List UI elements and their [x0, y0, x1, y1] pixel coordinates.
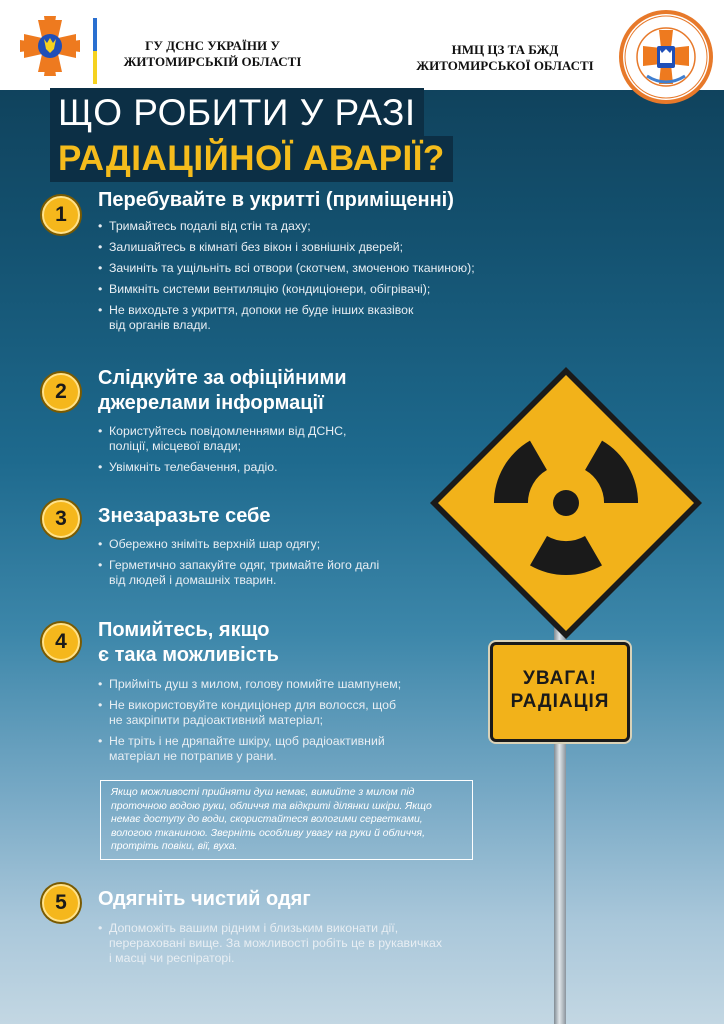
list-item: • Не виходьте з укриття, допоки не буде інших вказівок від органів влади.: [98, 303, 475, 333]
list-item: • Допоможіть вашим рідним і близьким виконати дії, перераховані вище. За можливості робіть це в рукавичках і масці чи респіраторі.: [98, 921, 442, 966]
list-item: • Обережно зніміть верхній шар одягу;: [98, 537, 379, 552]
dsns-emblem-icon: [18, 14, 82, 78]
radiation-sign: [428, 365, 704, 641]
org-name-right: [395, 42, 615, 74]
warning-line2: РАДІАЦІЯ: [510, 691, 610, 712]
list-item: • Не використовуйте кондиціонер для волосся, щоб не закріпити радіоактивний матеріал;: [98, 698, 401, 728]
list-item: • Вимкніть системи вентиляцію (кондиціонери, обігрівачі);: [98, 282, 475, 297]
nmc-emblem-icon: [617, 8, 715, 106]
section-5-list: [98, 921, 442, 972]
flag-divider: [93, 18, 97, 84]
org-left-line1: ГУ ДСНС УКРАЇНИ У: [145, 38, 280, 53]
title-line1: ЩО РОБИТИ У РАЗІ: [50, 88, 424, 138]
section-4-title-line2: є така можливість: [98, 644, 279, 666]
list-item: • Прийміть душ з милом, голову помийте шампунем;: [98, 677, 401, 692]
title-line2: РАДІАЦІЙНОЇ АВАРІЇ?: [50, 136, 453, 182]
org-right-line2: ЖИТОМИРСЬКОЇ ОБЛАСТІ: [416, 58, 594, 73]
section-4-title-line1: Помийтесь, якщо: [98, 619, 270, 641]
section-5-title: Одягніть чистий одяг: [98, 888, 311, 910]
list-item: • Користуйтесь повідомленнями від ДСНС, поліції, місцевої влади;: [98, 424, 346, 454]
section-4-number-badge: 4: [42, 623, 80, 661]
warning-line1: УВАГА!: [523, 668, 597, 689]
list-item: • Не тріть і не дряпайте шкіру, щоб радіоактивний матеріал не потрапив у рани.: [98, 734, 401, 764]
list-item: • Тримайтесь подалі від стін та даху;: [98, 219, 475, 234]
list-item: • Увімкніть телебачення, радіо.: [98, 460, 346, 475]
section-2-title-line1: Слідкуйте за офіційними: [98, 367, 347, 389]
section-3-number-badge: 3: [42, 500, 80, 538]
list-item: • Залишайтесь в кімнаті без вікон і зовнішніх дверей;: [98, 240, 475, 255]
section-5-number-badge: 5: [42, 884, 80, 922]
section-2-list: [98, 424, 346, 481]
header-bar: [0, 0, 724, 90]
section-1-list: [98, 219, 475, 339]
warning-sign-text: [493, 667, 627, 713]
section-1-number-badge: 1: [42, 196, 80, 234]
section-2-number-badge: 2: [42, 373, 80, 411]
section-2-title-line2: джерелами інформації: [98, 392, 324, 414]
list-item: • Герметично запакуйте одяг, тримайте його далі від людей і домашніх тварин.: [98, 558, 379, 588]
org-left-line2: ЖИТОМИРСЬКІЙ ОБЛАСТІ: [123, 54, 302, 69]
note-box: Якщо можливості прийняти душ немає, вимийте з милом під проточною водою руки, обличчя та відкриті ділянки шкіри. Якщо немає доступу до води, скористайтеся вологими серветками, вологою тканиною. Зверніть особливу увагу на руки й обличчя, протріть повіки, вії, вуха.: [100, 780, 473, 860]
section-4-list: [98, 677, 401, 770]
section-3-list: [98, 537, 379, 594]
org-right-line1: НМЦ ЦЗ ТА БЖД: [451, 42, 559, 57]
section-1-title: Перебувайте в укритті (приміщенні): [98, 189, 454, 211]
section-3-title: Знезаразьте себе: [98, 505, 271, 527]
list-item: • Зачиніть та ущільніть всі отвори (скотчем, змоченою тканиною);: [98, 261, 475, 276]
warning-sign: [490, 642, 630, 742]
org-name-left: [105, 38, 320, 70]
